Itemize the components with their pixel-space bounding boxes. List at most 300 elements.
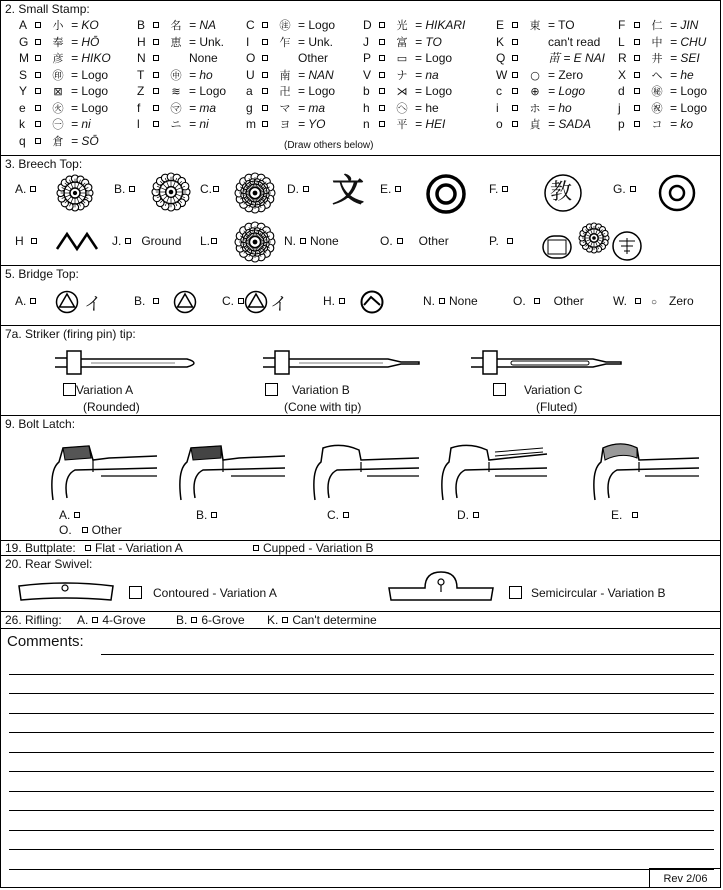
stamp-option-F[interactable] — [618, 17, 698, 33]
stamp-option-o[interactable] — [496, 116, 591, 132]
stamp-glyph: 貞 — [529, 118, 541, 131]
striker-variation-c-desc: (Fluted) — [536, 400, 578, 414]
stamp-glyph: コ — [651, 118, 663, 131]
option-label: O. — [380, 234, 393, 248]
checkbox[interactable] — [153, 22, 159, 28]
checkbox[interactable] — [509, 586, 522, 599]
stamp-option-D[interactable] — [363, 17, 465, 33]
option-label: A — [19, 18, 28, 32]
comment-line[interactable] — [9, 674, 714, 675]
stamp-glyph: ⋊ — [396, 85, 408, 98]
option-text: Other — [91, 523, 122, 537]
stamp-option-O[interactable] — [246, 50, 328, 66]
checkbox[interactable] — [630, 186, 636, 192]
stamp-option-B[interactable] — [137, 17, 216, 33]
striker-cone-drawing — [263, 348, 423, 378]
comment-line[interactable] — [9, 869, 714, 870]
buttplate-title: 19. Buttplate: — [5, 541, 76, 555]
checkbox[interactable] — [634, 88, 640, 94]
stamp-value: = TO — [415, 34, 442, 49]
stamp-glyph: 彦 — [52, 52, 64, 65]
checkbox[interactable] — [493, 383, 506, 396]
stamp-option-Z[interactable] — [137, 83, 226, 99]
stamp-option-H[interactable] — [137, 34, 224, 50]
breech-option-j[interactable] — [112, 234, 181, 248]
stamp-glyph: 奉 — [52, 35, 64, 49]
checkbox[interactable] — [211, 238, 217, 244]
checkbox[interactable] — [153, 121, 159, 127]
checkbox[interactable] — [31, 238, 37, 244]
checkbox[interactable] — [512, 121, 518, 127]
bolt-latch-option-other[interactable] — [59, 523, 122, 537]
checkbox[interactable] — [512, 22, 518, 28]
checkbox[interactable] — [92, 617, 98, 623]
stamp-value: = Zero — [548, 67, 584, 82]
stamp-option-S[interactable] — [19, 67, 108, 83]
checkbox[interactable] — [379, 22, 385, 28]
stamp-glyph: 光 — [396, 19, 408, 32]
option-label: L — [618, 34, 625, 49]
checkbox[interactable] — [191, 617, 197, 623]
stamp-option-X[interactable] — [618, 67, 694, 83]
option-label: i — [496, 100, 499, 115]
stamp-option-h[interactable] — [363, 100, 439, 116]
option-label: D. — [287, 182, 299, 196]
option-label: J. — [112, 234, 122, 248]
stamp-glyph: 名 — [170, 19, 182, 32]
stamp-glyph: ≋ — [171, 85, 181, 98]
comment-line[interactable] — [9, 810, 714, 811]
bolt-latch-option-a[interactable] — [59, 508, 84, 522]
bridge-option-w[interactable] — [613, 294, 694, 308]
checkbox[interactable] — [153, 88, 159, 94]
striker-section — [1, 326, 720, 416]
comment-line[interactable] — [9, 791, 714, 792]
option-label: E — [496, 18, 505, 32]
stamp-value: = ho — [548, 100, 572, 115]
checkbox[interactable] — [379, 72, 385, 78]
stamp-value: = Logo — [670, 100, 708, 115]
checkbox[interactable] — [129, 586, 142, 599]
option-label: g — [246, 100, 253, 115]
stamp-glyph: 倉 — [52, 134, 64, 148]
option-label: S — [19, 67, 28, 82]
checkbox[interactable] — [379, 105, 385, 111]
breech-top-title: 3. Breech Top: — [5, 157, 83, 171]
stamp-option-W[interactable] — [496, 67, 583, 83]
checkbox[interactable] — [303, 186, 309, 192]
option-label: b — [363, 84, 370, 98]
option-label: o — [496, 117, 503, 131]
option-label: P — [363, 51, 372, 65]
stamp-option-b[interactable] — [363, 83, 452, 99]
checkbox[interactable] — [300, 238, 306, 244]
bun-kanji-icon: 文 — [332, 171, 365, 209]
stamp-option-E[interactable] — [496, 17, 575, 33]
comment-line[interactable] — [9, 713, 714, 714]
comment-line[interactable] — [9, 849, 714, 850]
option-label: A. — [59, 508, 71, 522]
bolt-latch-c-drawing — [311, 440, 421, 502]
striker-variation-b[interactable] — [265, 383, 350, 397]
checkbox[interactable] — [262, 88, 268, 94]
checkbox[interactable] — [153, 298, 159, 304]
option-label: c — [496, 84, 502, 98]
stamp-option-M[interactable] — [19, 50, 111, 66]
stamp-glyph: 中 — [651, 35, 663, 49]
breech-option-l[interactable] — [200, 234, 221, 248]
checkbox[interactable] — [85, 545, 91, 551]
option-label: B. — [134, 294, 146, 308]
option-label: C. — [222, 294, 234, 308]
option-label: l — [137, 117, 140, 131]
bolt-latch-section — [1, 416, 720, 541]
checkbox[interactable] — [253, 545, 259, 551]
checkbox[interactable] — [63, 383, 76, 396]
zero-circle-icon: ○ — [651, 297, 658, 308]
variation-name: Variation B — [292, 383, 350, 397]
rifling-option-b[interactable] — [176, 613, 245, 627]
stamp-option-f[interactable] — [137, 100, 216, 116]
bridge-option-a[interactable] — [15, 294, 40, 308]
stamp-option-i[interactable] — [496, 100, 572, 116]
option-label: Z — [137, 84, 145, 98]
stamp-value: = ni — [71, 117, 91, 131]
stamp-value: = JIN — [670, 18, 699, 32]
bridge-option-b[interactable] — [134, 294, 163, 308]
option-label: A. — [15, 182, 27, 196]
checkbox[interactable] — [534, 298, 540, 304]
checkbox[interactable] — [634, 55, 640, 61]
stamp-value: = Unk. — [298, 34, 334, 49]
bolt-latch-option-b[interactable] — [196, 508, 221, 522]
option-label: U — [246, 67, 255, 82]
stamp-value: = ma — [298, 100, 326, 115]
checkbox[interactable] — [262, 22, 268, 28]
checkbox[interactable] — [507, 238, 513, 244]
checkbox[interactable] — [265, 383, 278, 396]
stamp-value: = Logo — [71, 67, 109, 82]
checkbox[interactable] — [35, 55, 41, 61]
stamp-option-p[interactable] — [618, 116, 693, 132]
stamp-option-n[interactable] — [363, 116, 445, 132]
bridge-option-h[interactable] — [323, 294, 349, 308]
checkbox[interactable] — [35, 121, 41, 127]
comment-line[interactable] — [9, 830, 714, 831]
checkbox[interactable] — [343, 512, 349, 518]
kyo-glyph: 教 — [550, 180, 573, 205]
checkbox[interactable] — [502, 186, 508, 192]
stamp-option-J[interactable] — [363, 34, 442, 50]
option-label: W. — [613, 294, 627, 308]
breech-option-f[interactable] — [489, 182, 512, 196]
option-label: F — [618, 18, 626, 32]
option-text: Other — [418, 234, 449, 248]
stamp-value: None — [189, 51, 218, 65]
option-label: O. — [59, 523, 72, 537]
option-label: B. — [176, 613, 188, 627]
option-label: J — [363, 34, 369, 49]
swivel-option-semicircular[interactable] — [509, 586, 665, 600]
stamp-glyph: ㊟ — [279, 19, 291, 32]
checkbox[interactable] — [339, 298, 345, 304]
breech-option-o[interactable] — [380, 234, 449, 248]
checkbox[interactable] — [35, 72, 41, 78]
option-label: K — [496, 34, 505, 49]
stamp-option-U[interactable] — [246, 67, 334, 83]
option-label: A. — [77, 613, 89, 627]
stamp-value: = KO — [71, 18, 99, 32]
option-label: V — [363, 67, 372, 82]
stamp-glyph: ⊠ — [53, 85, 63, 98]
checkbox[interactable] — [379, 39, 385, 45]
stamp-option-K[interactable] — [496, 34, 600, 50]
i-katakana-glyph: イ — [270, 294, 288, 315]
stamp-glyph: ㊙ — [651, 85, 663, 98]
bolt-latch-option-d[interactable] — [457, 508, 483, 522]
checkbox[interactable] — [153, 105, 159, 111]
stamp-value: = SADA — [548, 117, 592, 131]
comment-line[interactable] — [9, 732, 714, 733]
option-label: C. — [200, 182, 212, 196]
checkbox[interactable] — [635, 298, 641, 304]
breech-option-g[interactable] — [613, 182, 640, 196]
bolt-latch-a-drawing — [49, 440, 159, 502]
option-label: T — [137, 67, 145, 82]
option-text: Ground — [141, 234, 182, 248]
stamp-option-G[interactable] — [19, 34, 99, 50]
stamp-value: = SŌ — [71, 133, 99, 148]
stamp-value: = Logo — [415, 51, 453, 65]
checkbox[interactable] — [379, 88, 385, 94]
checkbox[interactable] — [262, 39, 268, 45]
stamp-option-j[interactable] — [618, 100, 707, 116]
comment-line[interactable] — [9, 752, 714, 753]
stamp-option-c[interactable] — [496, 83, 585, 99]
option-text: Semicircular - Variation B — [531, 586, 666, 600]
stamp-value: 苗 = E NAI — [548, 51, 606, 65]
small-stamp-title: 2. Small Stamp: — [5, 2, 90, 16]
stamp-option-V[interactable] — [363, 67, 439, 83]
checkbox[interactable] — [153, 39, 159, 45]
checkbox[interactable] — [512, 88, 518, 94]
checkbox[interactable] — [129, 186, 135, 192]
option-label: L. — [200, 234, 211, 248]
stamp-value: Other — [298, 51, 329, 65]
buttplate-option-cupped[interactable] — [249, 541, 374, 555]
checkbox[interactable] — [125, 238, 131, 244]
bridge-option-o[interactable] — [513, 294, 584, 308]
stamp-option-k[interactable] — [19, 116, 91, 132]
option-text: Flat - Variation A — [95, 541, 183, 555]
stamp-value: = Logo — [415, 84, 453, 98]
option-label: C. — [327, 508, 339, 522]
checkbox[interactable] — [512, 72, 518, 78]
bolt-latch-d-drawing — [439, 440, 549, 502]
checkbox[interactable] — [282, 617, 288, 623]
breech-option-c[interactable] — [200, 182, 223, 196]
option-label: P. — [489, 234, 499, 248]
checkbox[interactable] — [512, 39, 518, 45]
option-label: K. — [267, 613, 279, 627]
triangle-in-circle-icon — [244, 290, 268, 314]
checkbox[interactable] — [262, 105, 268, 111]
stamp-option-g[interactable] — [246, 100, 325, 116]
stamp-option-R[interactable] — [618, 50, 700, 66]
checkbox[interactable] — [512, 105, 518, 111]
stamp-option-T[interactable] — [137, 67, 213, 83]
draw-others-note: (Draw others below) — [284, 140, 374, 151]
stamp-glyph: 平 — [396, 118, 408, 131]
option-label: k — [19, 117, 25, 131]
checkbox[interactable] — [211, 512, 217, 518]
checkbox[interactable] — [634, 39, 640, 45]
option-text: Cupped - Variation B — [263, 541, 374, 555]
checkbox[interactable] — [379, 55, 385, 61]
checkbox[interactable] — [634, 105, 640, 111]
rifling-title: 26. Rifling: — [5, 613, 62, 627]
bolt-latch-option-e[interactable] — [611, 508, 642, 522]
option-label: n — [363, 117, 370, 131]
option-label: H — [137, 34, 146, 49]
chrysanthemum-icon — [233, 221, 277, 263]
option-label: M — [19, 51, 29, 65]
option-label: E. — [611, 508, 623, 522]
stamp-value: = HŌ — [71, 34, 100, 49]
checkbox[interactable] — [397, 238, 403, 244]
stamp-glyph: ▭ — [396, 52, 408, 65]
buttplate-option-flat[interactable] — [81, 541, 183, 555]
rifling-option-k[interactable] — [267, 613, 377, 627]
checkbox[interactable] — [379, 121, 385, 127]
buttplate-section — [1, 541, 720, 556]
comment-line[interactable] — [9, 771, 714, 772]
checkbox[interactable] — [35, 22, 41, 28]
stamp-glyph: マ — [279, 101, 291, 115]
stamp-option-Y[interactable] — [19, 83, 108, 99]
option-text: 6-Grove — [201, 613, 245, 627]
contoured-swivel-drawing — [17, 578, 115, 604]
bolt-latch-option-c[interactable] — [327, 508, 353, 522]
checkbox[interactable] — [35, 39, 41, 45]
checkbox[interactable] — [30, 186, 36, 192]
option-text: Contoured - Variation A — [153, 586, 277, 600]
checkbox[interactable] — [634, 121, 640, 127]
bolt-latch-b-drawing — [177, 440, 287, 502]
stamp-option-a[interactable] — [246, 83, 335, 99]
stamp-option-P[interactable] — [363, 50, 452, 66]
bridge-option-n[interactable] — [423, 294, 478, 308]
checkbox[interactable] — [473, 512, 479, 518]
striker-variation-a-desc: (Rounded) — [83, 400, 140, 414]
stamp-option-C[interactable] — [246, 17, 335, 33]
option-label: F. — [489, 182, 499, 196]
checkbox[interactable] — [153, 72, 159, 78]
breech-option-e[interactable] — [380, 182, 405, 196]
stamp-value: = Unk. — [189, 34, 225, 49]
stamp-option-e[interactable] — [19, 100, 108, 116]
checkbox[interactable] — [262, 72, 268, 78]
stamp-value: = TO — [548, 18, 575, 32]
checkbox[interactable] — [439, 298, 445, 304]
stamp-value: = Logo — [71, 84, 109, 98]
stamp-option-A[interactable] — [19, 17, 99, 33]
stamp-option-Q[interactable] — [496, 50, 605, 66]
stamp-option-l[interactable] — [137, 116, 209, 132]
option-label: Q — [496, 51, 506, 65]
checkbox[interactable] — [262, 121, 268, 127]
swivel-option-contoured[interactable] — [129, 586, 277, 600]
striker-variation-a[interactable] — [63, 383, 133, 397]
checkbox[interactable] — [634, 22, 640, 28]
stamp-option-d[interactable] — [618, 83, 707, 99]
stamp-glyph: ナ — [396, 68, 408, 82]
stamp-option-q[interactable] — [19, 133, 99, 149]
checkbox[interactable] — [82, 527, 88, 533]
option-label: m — [246, 117, 256, 131]
striker-variation-c[interactable] — [493, 383, 582, 397]
revision-label: Rev 2/06 — [649, 868, 721, 888]
stamp-option-I[interactable] — [246, 34, 333, 50]
breech-option-p[interactable] — [489, 234, 517, 248]
breech-option-d[interactable] — [287, 182, 313, 196]
stamp-value: = NA — [189, 18, 217, 32]
checkbox[interactable] — [35, 105, 41, 111]
option-label: O. — [513, 294, 526, 308]
comment-line[interactable] — [9, 693, 714, 694]
stamp-option-N[interactable] — [137, 50, 218, 66]
checkbox[interactable] — [30, 298, 36, 304]
checkbox[interactable] — [35, 88, 41, 94]
stamp-value: = CHU — [670, 34, 707, 49]
checkbox[interactable] — [632, 512, 638, 518]
striker-fluted-drawing — [471, 348, 631, 378]
checkbox[interactable] — [153, 55, 159, 61]
stamp-option-L[interactable] — [618, 34, 706, 50]
checkbox[interactable] — [512, 55, 518, 61]
checkbox[interactable] — [634, 72, 640, 78]
option-label: N. — [423, 294, 435, 308]
stamp-glyph: ㋬ — [396, 101, 408, 115]
chrysanthemum-icon — [151, 172, 191, 212]
option-label: q — [19, 133, 26, 148]
option-label: H. — [323, 294, 335, 308]
comment-line[interactable] — [101, 654, 714, 655]
option-text: Can't determine — [292, 613, 377, 627]
checkbox[interactable] — [262, 55, 268, 61]
stamp-value: = ni — [189, 117, 209, 131]
stamp-glyph: 南 — [279, 68, 291, 82]
breech-option-b[interactable] — [114, 182, 139, 196]
checkbox[interactable] — [35, 138, 41, 144]
option-label: D — [363, 18, 372, 32]
breech-option-n[interactable] — [284, 234, 339, 248]
striker-title: 7a. Striker (firing pin) tip: — [5, 327, 136, 341]
rifling-option-a[interactable] — [77, 613, 146, 627]
checkbox[interactable] — [395, 186, 401, 192]
chrysanthemum-icon — [55, 173, 95, 213]
breech-option-h[interactable] — [15, 234, 41, 248]
checkbox[interactable] — [74, 512, 80, 518]
breech-option-a[interactable] — [15, 182, 40, 196]
option-text: None — [449, 294, 478, 308]
triangle-in-circle-icon — [173, 290, 197, 314]
stamp-value: = YO — [298, 117, 326, 131]
stamp-glyph: ㊋ — [52, 101, 64, 115]
option-label: X — [618, 67, 627, 82]
stamp-option-m[interactable] — [246, 116, 325, 132]
checkbox[interactable] — [213, 186, 219, 192]
